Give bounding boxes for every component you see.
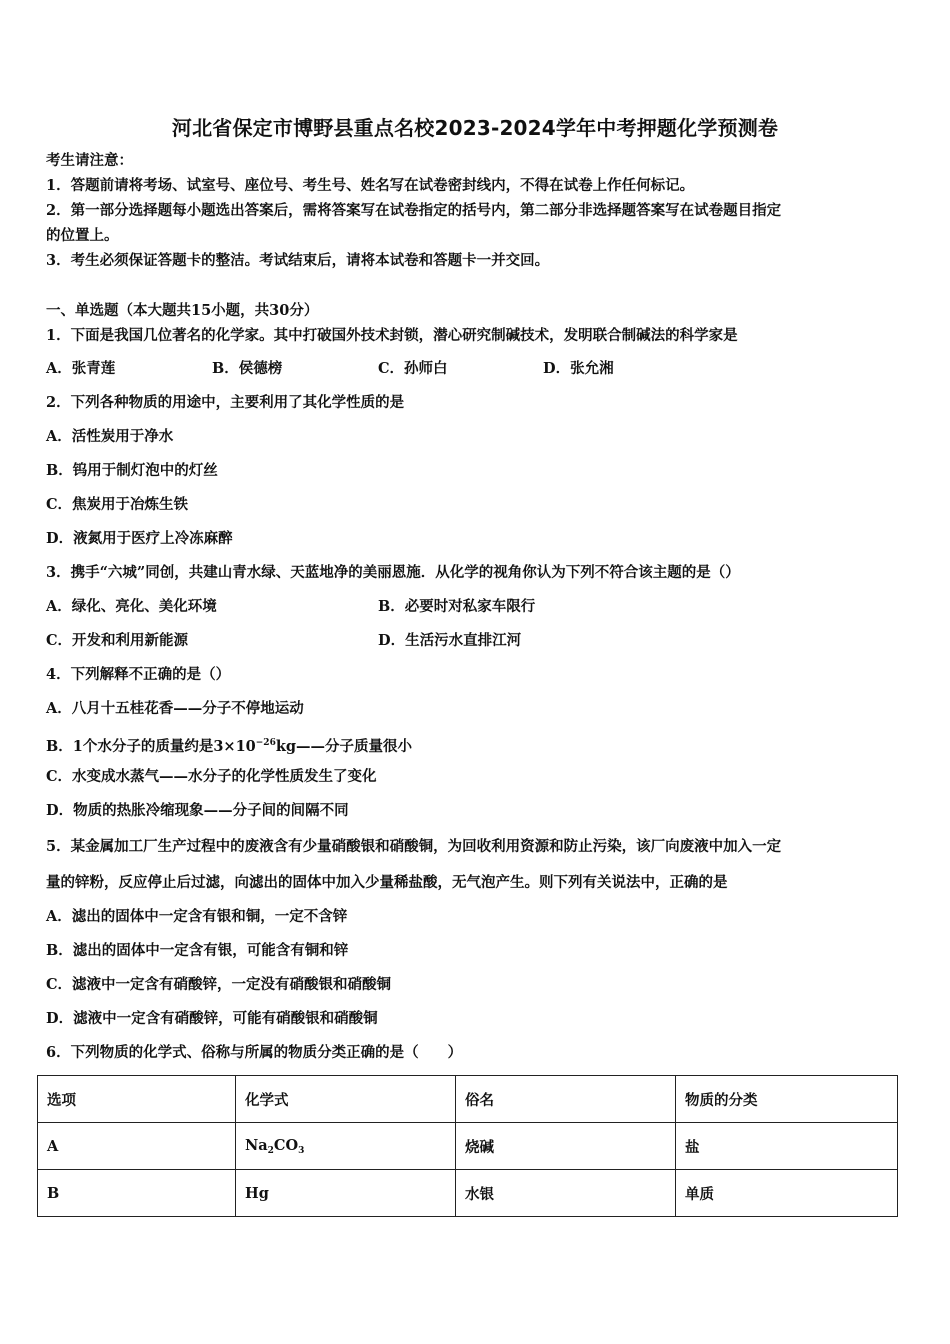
formula-subscript: 2 bbox=[267, 1145, 274, 1156]
question-2-option-a: A．活性炭用于净水 bbox=[46, 428, 174, 445]
question-2-option-b: B．钨用于制灯泡中的灯丝 bbox=[46, 462, 218, 479]
question-5-option-a: A．滤出的固体中一定含有银和铜，一定不含锌 bbox=[46, 908, 348, 925]
table-header-cell: 物质的分类 bbox=[676, 1076, 898, 1123]
question-1-stem: 1．下面是我国几位著名的化学家。其中打破国外技术封锁，潜心研究制碱技术，发明联合制碱法的科学家是 bbox=[46, 327, 738, 344]
table-cell-common-name: 烧碱 bbox=[456, 1123, 676, 1170]
notice-heading: 考生请注意： bbox=[46, 152, 133, 169]
table-cell-classification: 盐 bbox=[676, 1123, 898, 1170]
question-6-table bbox=[37, 1075, 898, 1217]
question-3-option-a: A．绿化、亮化、美化环境 bbox=[46, 598, 217, 615]
question-4-option-b bbox=[46, 733, 412, 757]
notice-item-3: 3．考生必须保证答题卡的整洁。考试结束后，请将本试卷和答题卡一并交回。 bbox=[46, 252, 550, 269]
question-2-option-c: C．焦炭用于冶炼生铁 bbox=[46, 496, 189, 513]
table-header-cell: 选项 bbox=[38, 1076, 236, 1123]
question-2-option-d: D．液氮用于医疗上冷冻麻醉 bbox=[46, 530, 233, 547]
question-5-option-d: D．滤液中一定含有硝酸锌，可能有硝酸银和硝酸铜 bbox=[46, 1010, 378, 1027]
question-4-option-a: A．八月十五桂花香——分子不停地运动 bbox=[46, 700, 304, 717]
table-header-row bbox=[38, 1076, 898, 1123]
table-header-cell: 俗名 bbox=[456, 1076, 676, 1123]
question-1-option-c: C．孙师白 bbox=[378, 360, 448, 377]
question-5-stem-line-2: 量的锌粉，反应停止后过滤，向滤出的固体中加入少量稀盐酸，无气泡产生。则下列有关说法中，正确的是 bbox=[46, 874, 728, 891]
question-4-option-b-post: kg——分子质量很小 bbox=[275, 738, 413, 755]
question-4-option-b-pre: B．1个水分子的质量约是3×10 bbox=[46, 738, 256, 755]
notice-item-1: 1．答题前请将考场、试室号、座位号、考生号、姓名写在试卷密封线内，不得在试卷上作任何标记。 bbox=[46, 177, 695, 194]
question-5-option-b: B．滤出的固体中一定含有银，可能含有铜和锌 bbox=[46, 942, 349, 959]
formula-subscript: 3 bbox=[298, 1145, 305, 1156]
question-5-stem-line-1: 5．某金属加工厂生产过程中的废液含有少量硝酸银和硝酸铜，为回收利用资源和防止污染，该厂向废液中加入一定 bbox=[46, 838, 782, 855]
table-row bbox=[38, 1170, 898, 1217]
question-1-option-b: B．侯德榜 bbox=[212, 360, 283, 377]
notice-item-2: 2．第一部分选择题每小题选出答案后，需将答案写在试卷指定的括号内，第二部分非选择题答案写在试卷题目指定 bbox=[46, 202, 782, 219]
table-cell-formula bbox=[236, 1123, 456, 1170]
question-6-stem: 6．下列物质的化学式、俗称与所属的物质分类正确的是（ ） bbox=[46, 1044, 463, 1061]
table-cell-classification: 单质 bbox=[676, 1170, 898, 1217]
question-1-option-d: D．张允湘 bbox=[543, 360, 614, 377]
question-3-option-d: D．生活污水直排江河 bbox=[378, 632, 522, 649]
table-header-cell: 化学式 bbox=[236, 1076, 456, 1123]
question-4-option-b-exponent: −26 bbox=[255, 738, 276, 748]
formula-part: CO bbox=[273, 1136, 299, 1154]
question-4-option-c: C．水变成水蒸气——水分子的化学性质发生了变化 bbox=[46, 768, 377, 785]
question-4-stem: 4．下列解释不正确的是（） bbox=[46, 666, 231, 683]
section-heading: 一、单选题（本大题共15小题，共30分） bbox=[46, 302, 319, 319]
table-cell-option: A bbox=[38, 1123, 236, 1170]
table-cell-common-name: 水银 bbox=[456, 1170, 676, 1217]
table-cell-option: B bbox=[38, 1170, 236, 1217]
exam-title: 河北省保定市博野县重点名校2023-2024学年中考押题化学预测卷 bbox=[171, 116, 779, 140]
question-5-option-c: C．滤液中一定含有硝酸锌，一定没有硝酸银和硝酸铜 bbox=[46, 976, 392, 993]
formula-part: Na bbox=[245, 1136, 268, 1154]
table-row bbox=[38, 1123, 898, 1170]
notice-item-2-cont: 的位置上。 bbox=[46, 227, 119, 244]
question-3-option-b: B．必要时对私家车限行 bbox=[378, 598, 536, 615]
question-3-stem: 3．携手“六城”同创，共建山青水绿、天蓝地净的美丽恩施．从化学的视角你认为下列不符合该主题的是（） bbox=[46, 564, 740, 581]
question-3-option-c: C．开发和利用新能源 bbox=[46, 632, 189, 649]
question-1-option-a: A．张青莲 bbox=[46, 360, 116, 377]
question-2-stem: 2．下列各种物质的用途中，主要利用了其化学性质的是 bbox=[46, 394, 405, 411]
table-cell-formula: Hg bbox=[236, 1170, 456, 1217]
question-4-option-d: D．物质的热胀冷缩现象——分子间的间隔不同 bbox=[46, 802, 349, 819]
